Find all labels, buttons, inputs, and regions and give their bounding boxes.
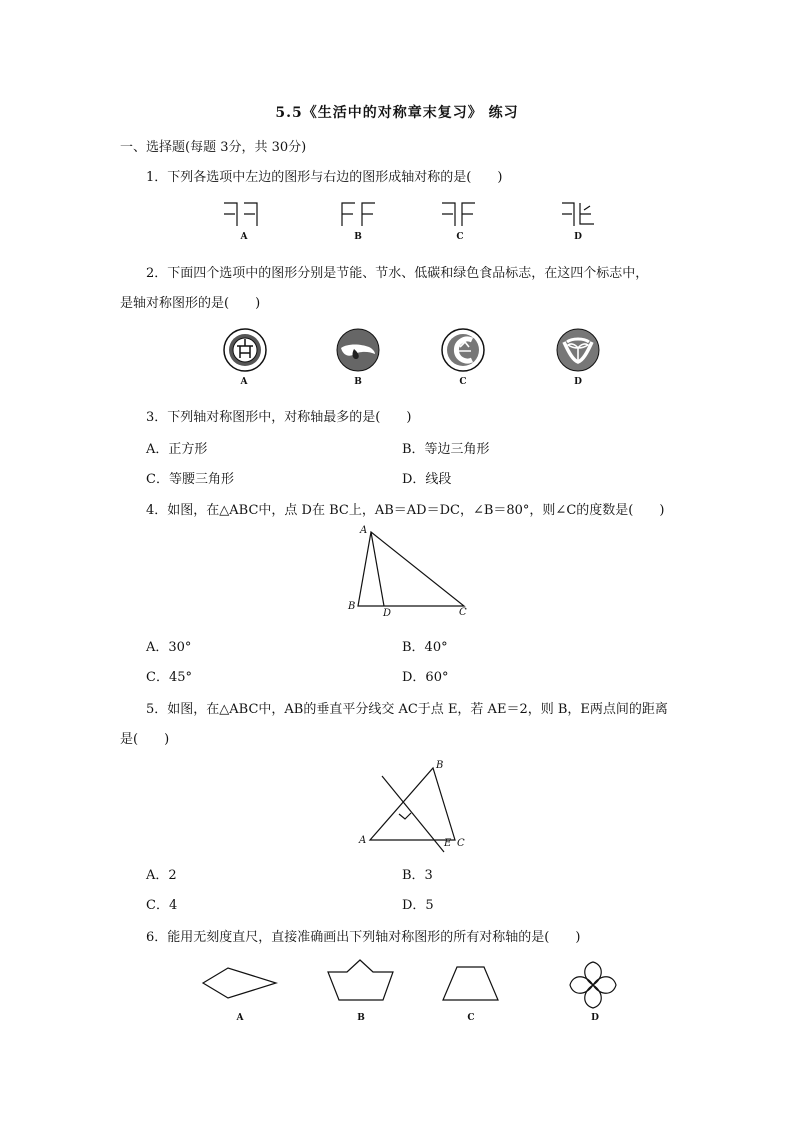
q4-option-d: D．60° [402, 670, 449, 685]
q6-crown-figure [325, 958, 397, 1006]
q3-option-b: B．等边三角形 [402, 442, 490, 457]
q5-option-c: C．4 [146, 898, 178, 913]
q1-label-d: D [574, 232, 582, 242]
q3-option-d: D．线段 [402, 472, 452, 487]
q4-point-c: C [459, 607, 467, 618]
question-2-line2: 是轴对称图形的是( ) [120, 296, 261, 311]
q4-point-d: D [383, 608, 392, 619]
q1-label-a: A [240, 232, 248, 242]
green-food-logo [555, 327, 601, 373]
q1-figure-c [440, 200, 480, 230]
q1-label-c: C [456, 232, 464, 242]
q5-point-e: E [444, 838, 452, 849]
q1-figure-b [340, 200, 380, 230]
q4-option-a: A．30° [146, 640, 192, 655]
q6-trapezoid-figure [440, 964, 502, 1004]
energy-saving-logo [222, 327, 268, 373]
q3-option-a: A．正方形 [146, 442, 208, 457]
q3-option-c: C．等腰三角形 [146, 472, 234, 487]
question-5-line2: 是( ) [120, 732, 170, 747]
q6-label-a: A [236, 1013, 244, 1023]
water-saving-logo [335, 327, 381, 373]
q4-option-b: B．40° [402, 640, 448, 655]
q5-point-a: A [359, 835, 367, 846]
q6-label-d: D [591, 1013, 599, 1023]
q4-point-b: B [348, 601, 356, 612]
q5-triangle-figure [360, 760, 470, 855]
q1-figure-a [222, 200, 262, 230]
q1-label-b: B [354, 232, 362, 242]
section-heading: 一、选择题(每题 3分，共 30分) [120, 140, 307, 155]
q6-flower-figure [568, 960, 618, 1010]
q6-kite-figure [200, 963, 280, 1003]
q5-option-a: A．2 [146, 868, 177, 883]
q2-label-b: B [354, 377, 362, 387]
low-carbon-logo [440, 327, 486, 373]
q6-label-c: C [467, 1013, 475, 1023]
q5-point-b: B [436, 760, 444, 771]
q5-option-b: B．3 [402, 868, 433, 883]
q1-figure-d [560, 200, 600, 230]
question-1-text: 1．下列各选项中左边的图形与右边的图形成轴对称的是( ) [146, 170, 503, 185]
question-2-line1: 2．下面四个选项中的图形分别是节能、节水、低碳和绿色食品标志，在这四个标志中， [146, 266, 649, 281]
q2-label-c: C [459, 377, 467, 387]
q4-option-c: C．45° [146, 670, 192, 685]
q2-label-a: A [240, 377, 248, 387]
q2-label-d: D [574, 377, 582, 387]
question-6-text: 6．能用无刻度直尺，直接准确画出下列轴对称图形的所有对称轴的是( ) [146, 930, 581, 945]
q5-point-c: C [457, 838, 465, 849]
page-title: 5.5《生活中的对称章末复习》 练习 [275, 105, 519, 121]
q4-point-a: A [360, 525, 368, 536]
q5-option-d: D．5 [402, 898, 434, 913]
question-5-line1: 5．如图，在△ABC中，AB的垂直平分线交 AC于点 E，若 AE＝2，则 B，E两点间的距离 [146, 702, 668, 717]
question-3-text: 3．下列轴对称图形中，对称轴最多的是( ) [146, 410, 412, 425]
question-4-text: 4．如图，在△ABC中，点 D在 BC上，AB＝AD＝DC，∠B＝80°，则∠C的度数是( ) [146, 503, 665, 518]
q6-label-b: B [357, 1013, 365, 1023]
